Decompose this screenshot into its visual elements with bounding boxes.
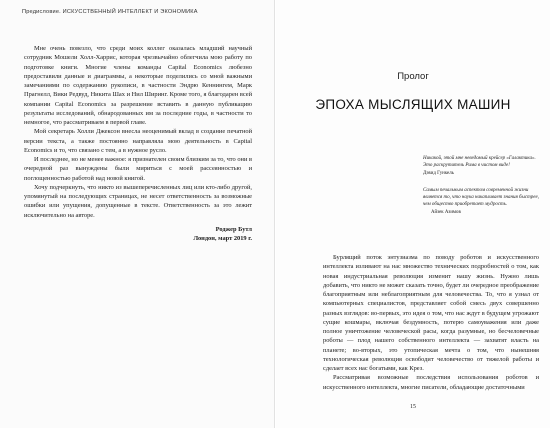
epigraph-author: Айзек Азимов <box>431 210 461 215</box>
paragraph: Хочу подчеркнуть, что никто из вышеперечисленных лиц или кто-либо другой, упомянутый на последующих страницах, не несет ответственность за возможные ошибки или упущения, допущенные в тексте. Ответственность за это лежит исключительно на авторе. <box>24 183 252 219</box>
epigraph-text: Самым печальным аспектом современной жизни является то, что наука накапливает знания быстрее, чем общество приобретает мудрость. <box>423 188 539 207</box>
signature-place: Лондон, март 2019 г. <box>193 235 252 242</box>
paragraph: Рассматривая возможные последствия использования роботов и искусственного интеллекта, многие писатели, обладающие достаточными <box>323 374 539 391</box>
running-head: Предисловие. ИСКУССТВЕННЫЙ ИНТЕЛЛЕКТ И ЭКОНОМИКА <box>22 9 198 15</box>
chapter-title: ЭПОХА МЫСЛЯЩИХ МАШИН <box>315 97 511 112</box>
right-page <box>276 0 550 428</box>
paragraph: Мне очень повезло, что среди моих коллег оказалась младший научный сотрудник Мошели Холл-Харрис, которая чрезвычайно облегчила мою работу по подготовке книги. Многие члены команды Capital Economics любезно предоставили данные и диаграммы, а некоторые поделились со мной важными замечаниями по содержанию рукописи, в частности Эндрю Кеннингем, Марк Прагнелл, Вики Редвуд, Никита Шах и Нил Ширинг. Кроме того, я благодарен всей компании Capital Economics за разрешение вставить в данную публикацию результаты исследований, обнародованных им за последние годы, в частности то немногое, что рассматриваем в первой главе. <box>24 45 252 126</box>
paragraph: Мой секретарь Холли Джексон внесла неоценимый вклад в создание печатной версии текста, а также постоянно направляла мою деятельность в Capital Economics и то, что связано с тем, а в нужное русло. <box>24 128 252 154</box>
paragraph: Бурлящий поток энтузиазма по поводу роботов и искусственного интеллекта изливают на нас множество технических подробностей о том, как новая индустриальная революция изменит нашу жизнь. Нужно лишь добавить, что никто не может сказать точно, будет ли очередное преображение благоприятным или неблагоприятным для человечества. То, что я узнал от компьютерных специалистов, представляет собой смесь двух совершенно разных взглядов: во-первых, это идея о том, что нас ждут в будущем угрожают сущие кошмары, включая бездумность, потерю самоуважения или даже полное уничтожение человеческой расы, когда разумные, но бесчеловечные роботы — плод нашего собственного интеллекта — захватят власть на планете; во-вторых, это утопическая мечта о том, что нынешняя технологическая революция освободит человечество от тяжелой работы и сделает всех нас богатыми, как Крез. <box>323 254 539 372</box>
paragraph: И последнее, но не менее важное: я признателен своим близким за то, что они в очередной раз вынуждены были мириться с моей рассеянностью и поглощенностью работой над новой книгой. <box>24 156 252 182</box>
signature <box>24 225 252 244</box>
page-number: 15 <box>410 404 416 410</box>
left-body-text <box>24 44 252 243</box>
right-body-text <box>323 253 539 392</box>
epigraph <box>423 155 541 177</box>
signature-name: Роджер Бутл <box>215 225 252 233</box>
prologue-label: Пролог <box>397 71 429 82</box>
epigraph-author: Дэвид Гункель <box>423 171 454 176</box>
epigraph-text: Никакой, этой мне неведомый крейсер «Галактика». Это раскрутитель Рима в чистом виде! <box>423 156 536 168</box>
epigraph <box>423 187 541 216</box>
